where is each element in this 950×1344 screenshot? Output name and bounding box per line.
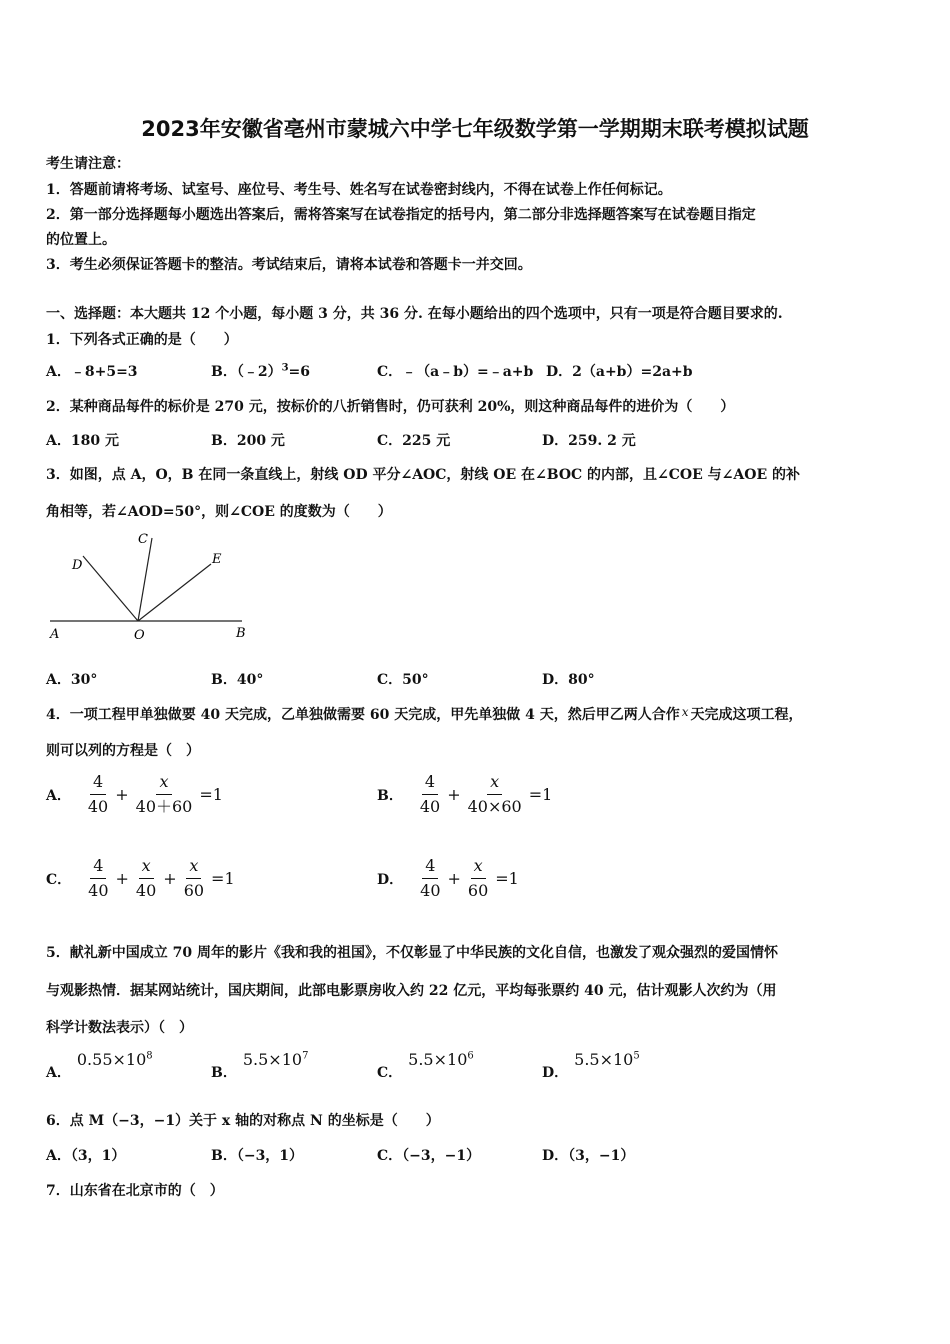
- sci-exponent: 5: [633, 1050, 640, 1062]
- question-3-line1: 3．如图，点 A，O，B 在同一条直线上，射线 OD 平分∠AOC，射线 OE 在∠BOC 的内部，且∠COE 与∠AOE 的补: [46, 467, 800, 483]
- q6-option-b: B．（−3，1）: [211, 1148, 304, 1164]
- q2-option-a: A．180 元: [46, 433, 119, 449]
- q4-line1-pre: 4．一项工程甲单独做要 40 天完成，乙单独做需要 60 天完成，甲先单独做 4 天，然后甲乙两人合作: [46, 707, 680, 723]
- notice-heading: 考生请注意：: [46, 156, 130, 172]
- sci-exponent: 6: [467, 1050, 474, 1062]
- sci-base: 0.55×10: [76, 1050, 147, 1069]
- sci-exponent: 8: [146, 1050, 153, 1062]
- sci-base: 5.5×10: [408, 1050, 468, 1069]
- q4-option-c-label: C．: [46, 871, 72, 888]
- q1-option-c: C．﹣（a﹣b）=﹣a+b: [377, 364, 534, 380]
- fraction: [85, 772, 111, 817]
- notice-item: 的位置上。: [46, 232, 116, 248]
- equals-one: =1: [211, 869, 235, 888]
- denominator: 40×60: [467, 797, 522, 816]
- question-7-stem: 7．山东省在北京市的（ ）: [46, 1183, 224, 1199]
- fraction: [465, 772, 525, 817]
- denominator: 40: [88, 881, 109, 900]
- numerator: x: [186, 856, 201, 879]
- denominator: 40: [420, 881, 441, 900]
- q6-option-a: A．（3，1）: [46, 1148, 126, 1164]
- plus-sign: +: [447, 785, 461, 804]
- fraction: [133, 856, 159, 901]
- denominator: 40: [419, 797, 441, 816]
- q4-variable: x: [681, 705, 689, 719]
- fraction: [181, 856, 207, 901]
- q3-option-b: B．40°: [211, 672, 264, 688]
- numerator: 4: [422, 772, 438, 795]
- question-3-line2: 角相等，若∠AOD=50°，则∠COE 的度数为（ ）: [46, 504, 392, 520]
- numerator: 4: [90, 856, 106, 879]
- sci-exponent: 7: [302, 1050, 309, 1062]
- denominator: 40: [87, 797, 109, 816]
- numerator: x: [471, 856, 486, 879]
- fraction: [417, 856, 443, 901]
- denominator: 60: [183, 881, 205, 900]
- ray-od: [83, 556, 138, 621]
- q5-option-a-value: [77, 1050, 153, 1069]
- q4-option-d-label: D．: [377, 871, 404, 888]
- section-heading: 一、选择题：本大题共 12 个小题，每小题 3 分，共 36 分. 在每小题给出的四个选项中，只有一项是符合题目要求的.: [46, 306, 783, 322]
- q2-option-d: D．259. 2 元: [542, 433, 636, 449]
- q1-option-b: [211, 361, 310, 381]
- question-1-stem: 1．下列各式正确的是（ ）: [46, 332, 238, 348]
- question-5-line1: 5．献礼新中国成立 70 周年的影片《我和我的祖国》，不仅彰显了中华民族的文化自信，也激发了观众强烈的爱国情怀: [46, 945, 778, 961]
- q3-option-d: D．80°: [542, 672, 595, 688]
- fraction: [85, 856, 111, 901]
- fraction: [133, 772, 196, 817]
- q4-option-d: [377, 856, 521, 901]
- label-d: D: [72, 558, 83, 573]
- question-6-stem: 6．点 M（−3，−1）关于 x 轴的对称点 N 的坐标是（ ）: [46, 1113, 440, 1129]
- q4-option-a: [46, 772, 225, 817]
- denominator: 40＋60: [135, 797, 193, 816]
- q5-option-c-value: [408, 1050, 474, 1069]
- q5-option-d-value: [574, 1050, 640, 1069]
- q5-option-c-label: C．: [377, 1065, 403, 1081]
- q1-option-b-pre: B．（﹣2）: [211, 364, 282, 380]
- q4-option-c: [46, 856, 237, 901]
- label-e: E: [212, 552, 222, 567]
- q1-option-b-post: =6: [288, 364, 311, 380]
- question-2-stem: 2．某种商品每件的标价是 270 元，按标价的八折销售时，仍可获利 20%，则这种商品每件的进价为（ ）: [46, 399, 735, 415]
- plus-sign: +: [447, 869, 461, 888]
- q3-option-c: C．50°: [377, 672, 429, 688]
- question-4-line2: 则可以列的方程是（ ）: [46, 743, 200, 759]
- q1-option-d: D．2（a+b）=2a+b: [546, 364, 693, 380]
- equals-one: =1: [528, 785, 553, 804]
- q3-angle-figure: [46, 528, 256, 648]
- numerator: x: [156, 772, 171, 795]
- label-o: O: [134, 628, 145, 643]
- q4-option-b: [377, 772, 554, 817]
- sci-base: 5.5×10: [574, 1050, 634, 1069]
- q6-option-c: C．（−3，−1）: [377, 1148, 481, 1164]
- equals-one: =1: [199, 785, 223, 804]
- q5-option-d-label: D．: [542, 1065, 569, 1081]
- ray-oc: [138, 538, 152, 621]
- page-title: 2023年安徽省亳州市蒙城六中学七年级数学第一学期期末联考模拟试题: [141, 117, 809, 141]
- label-a: A: [50, 627, 60, 642]
- q5-option-b-value: [243, 1050, 309, 1069]
- label-b: B: [236, 626, 246, 641]
- q6-option-d: D．（3，−1）: [542, 1148, 635, 1164]
- numerator: 4: [422, 856, 438, 879]
- question-4-line1: [46, 704, 802, 724]
- q5-option-b-label: B．: [211, 1065, 237, 1081]
- equals-one: =1: [495, 869, 519, 888]
- ray-oe: [138, 564, 211, 621]
- plus-sign: +: [163, 869, 177, 888]
- numerator: x: [487, 772, 502, 795]
- denominator: 60: [467, 881, 489, 900]
- sci-base: 5.5×10: [242, 1050, 303, 1069]
- q1-option-a: A．﹣8+5=3: [46, 364, 138, 380]
- q4-line1-post: 天完成这项工程，: [690, 707, 803, 723]
- q3-option-a: A．30°: [46, 672, 98, 688]
- q2-option-b: B．200 元: [211, 433, 285, 449]
- plus-sign: +: [115, 869, 129, 888]
- question-5-line2: 与观影热情．据某网站统计，国庆期间，此部电影票房收入约 22 亿元，平均每张票约 40 元，估计观影人次约为（用: [46, 983, 777, 999]
- question-5-line3: 科学计数法表示）（ ）: [46, 1020, 193, 1036]
- q1-option-b-exp: 3: [281, 362, 289, 374]
- denominator: 40: [135, 881, 157, 900]
- plus-sign: +: [115, 785, 129, 804]
- numerator: 4: [90, 772, 106, 795]
- notice-item: 1．答题前请将考场、试室号、座位号、考生号、姓名写在试卷密封线内，不得在试卷上作任何标记。: [46, 182, 672, 198]
- q4-option-a-label: A．: [46, 787, 71, 804]
- label-c: C: [138, 532, 148, 547]
- notice-item: 3．考生必须保证答题卡的整洁。考试结束后，请将本试卷和答题卡一并交回。: [46, 257, 532, 273]
- fraction: [417, 772, 443, 817]
- q2-option-c: C．225 元: [377, 433, 451, 449]
- numerator: x: [139, 856, 154, 879]
- fraction: [465, 856, 491, 901]
- notice-item: 2．第一部分选择题每小题选出答案后，需将答案写在试卷指定的括号内，第二部分非选择题答案写在试卷题目指定: [46, 207, 756, 223]
- q5-option-a-label: A．: [46, 1065, 71, 1081]
- q4-option-b-label: B．: [377, 787, 403, 804]
